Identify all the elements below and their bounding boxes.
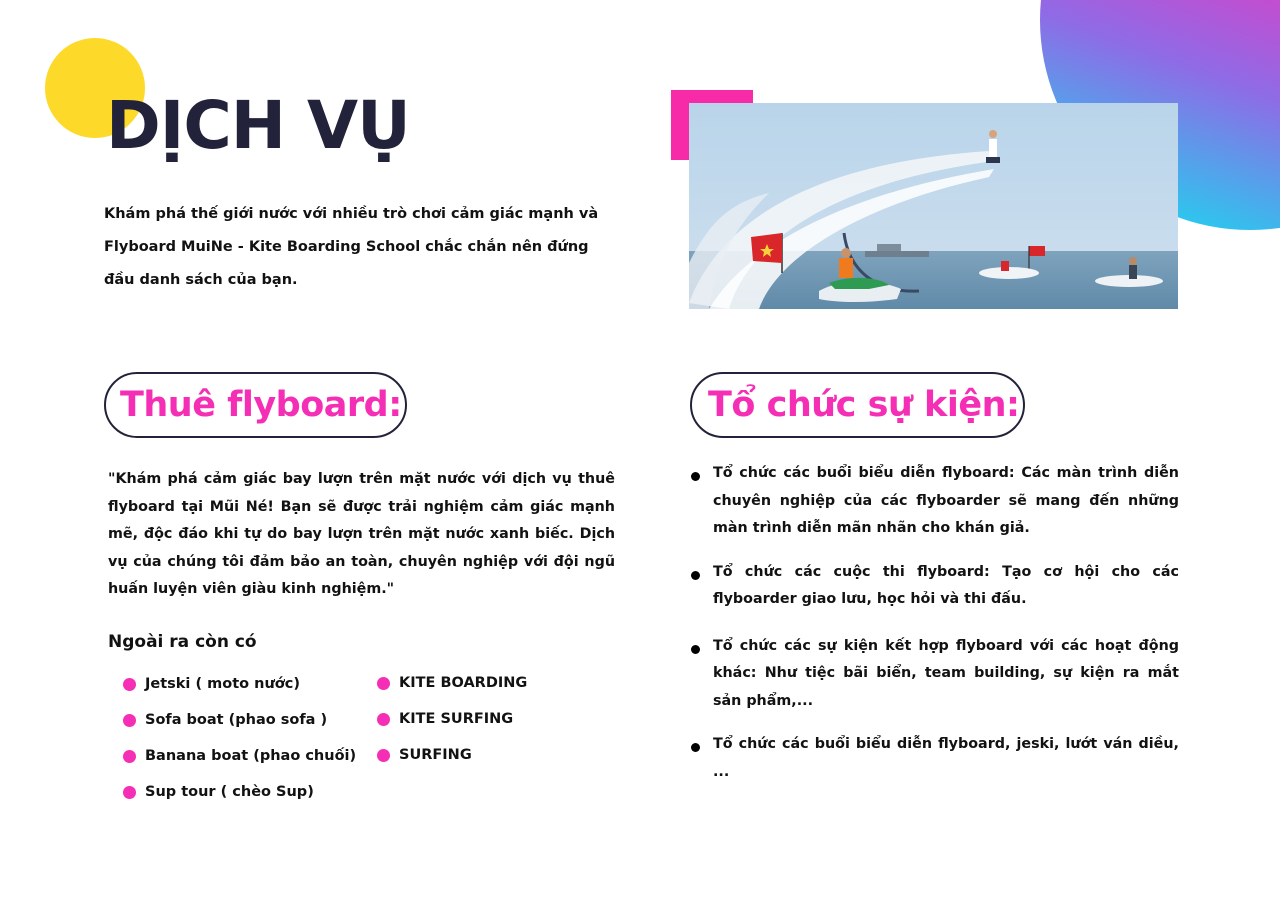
- list-item-label: Sup tour ( chèo Sup): [145, 784, 314, 800]
- others-list-right: [377, 665, 527, 773]
- list-item-label: Tổ chức các sự kiện kết hợp flyboard với các hoạt động khác: Như tiệc bãi biển, team building, sự kiện ra mắt sản phẩm,...: [713, 637, 1179, 709]
- list-item: [123, 702, 356, 738]
- list-item: [123, 666, 356, 702]
- list-item-label: KITE BOARDING: [399, 675, 528, 691]
- list-item: [690, 731, 1179, 786]
- others-title: Ngoài ra còn có: [108, 632, 257, 652]
- others-list-left: [123, 666, 356, 810]
- list-item: [377, 737, 527, 773]
- pink-bullet-icon: [123, 714, 136, 727]
- list-item: [123, 774, 356, 810]
- flyboard-photo: [689, 103, 1178, 309]
- list-item-label: Banana boat (phao chuối): [145, 748, 357, 764]
- black-bullet-icon: [691, 571, 700, 580]
- events-heading: Tổ chức sự kiện:: [708, 385, 1020, 425]
- pink-bullet-icon: [377, 677, 390, 690]
- list-item-label: Sofa boat (phao sofa ): [145, 712, 328, 728]
- list-item: [123, 738, 356, 774]
- list-item-label: Tổ chức các buổi biểu diễn flyboard, jeski, lướt ván diều, ...: [713, 736, 1179, 780]
- list-item-label: Tổ chức các buổi biểu diễn flyboard: Các màn trình diễn chuyên nghiệp của các flyboarder sẽ mang đến những màn trình diễn mãn nhãn cho khán giả.: [713, 465, 1179, 536]
- black-bullet-icon: [691, 645, 700, 654]
- rental-heading-pill: [104, 372, 407, 438]
- list-item-label: KITE SURFING: [399, 711, 514, 727]
- events-heading-pill: [690, 372, 1025, 438]
- pink-bullet-icon: [377, 749, 390, 762]
- pink-bullet-icon: [123, 750, 136, 763]
- list-item: [690, 633, 1179, 716]
- list-item: [377, 701, 527, 737]
- pink-bullet-icon: [123, 786, 136, 799]
- black-bullet-icon: [691, 472, 700, 481]
- list-item: [690, 460, 1179, 543]
- events-list: [690, 460, 1179, 786]
- black-bullet-icon: [691, 743, 700, 752]
- list-item: [690, 559, 1179, 614]
- intro-text: Khám phá thế giới nước với nhiều trò chơi cảm giác mạnh và Flyboard MuiNe - Kite Boarding School chắc chắn nên đứng đầu danh sách của bạn.: [104, 206, 599, 288]
- list-item-label: Jetski ( moto nước): [145, 676, 300, 692]
- list-item-label: Tổ chức các cuộc thi flyboard: Tạo cơ hội cho các flyboarder giao lưu, học hỏi và thi đấu.: [713, 563, 1179, 607]
- rental-quote: "Khám phá cảm giác bay lượn trên mặt nước với dịch vụ thuê flyboard tại Mũi Né! Bạn sẽ được trải nghiệm cảm giác mạnh mẽ, độc đáo khi tự do bay lượn trên mặt nước xanh biếc. Dịch vụ của chúng tôi đảm bảo an toàn, chuyên nghiệp với đội ngũ huấn luyện viên giàu kinh nghiệm.": [108, 471, 615, 597]
- rental-heading: Thuê flyboard:: [120, 385, 402, 425]
- page-title: DỊCH VỤ: [106, 87, 410, 164]
- list-item-label: SURFING: [399, 747, 472, 763]
- pink-bullet-icon: [377, 713, 390, 726]
- list-item: [377, 665, 527, 701]
- pink-bullet-icon: [123, 678, 136, 691]
